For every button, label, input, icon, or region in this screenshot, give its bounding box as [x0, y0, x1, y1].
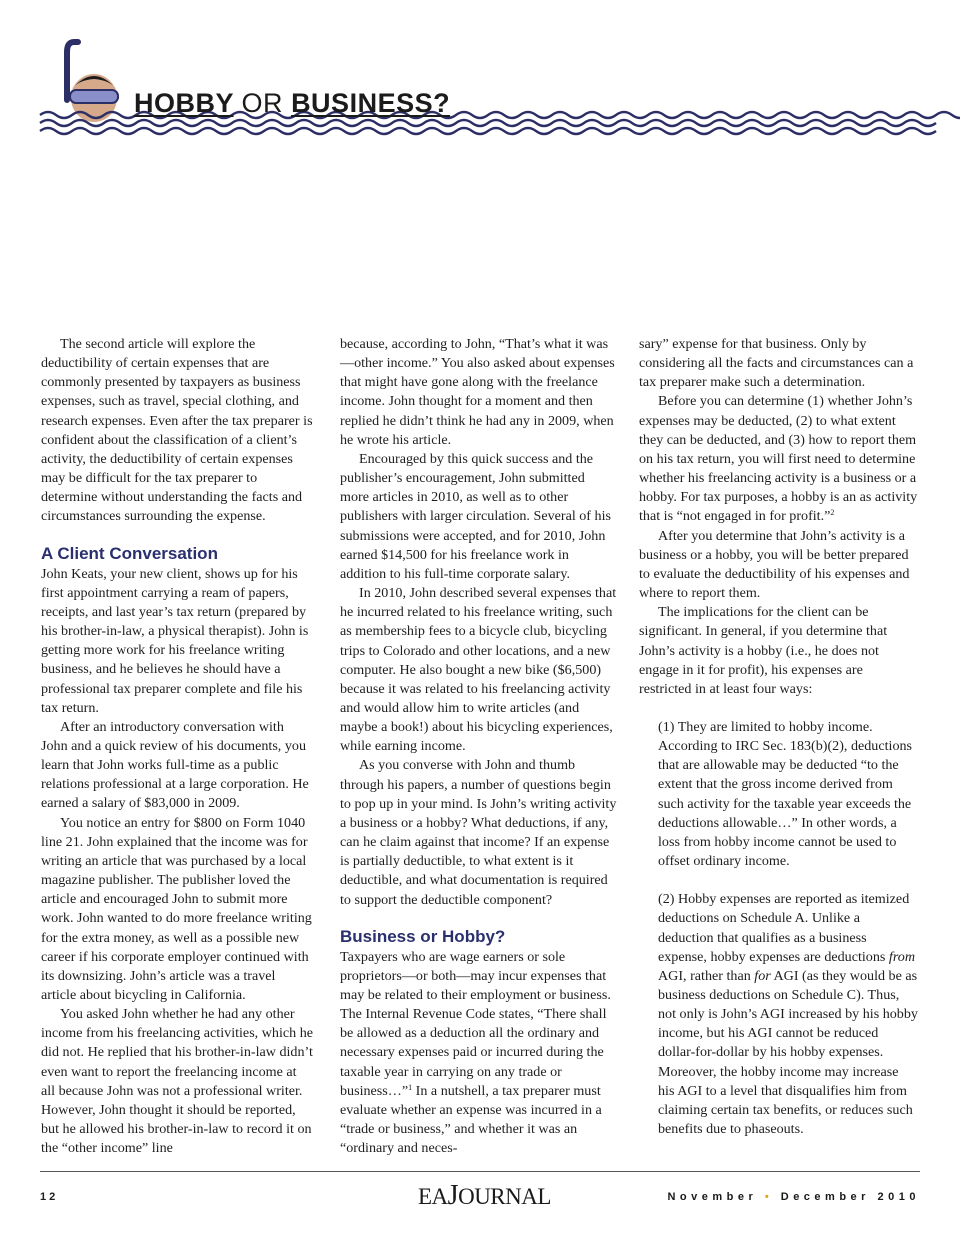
footnote-ref-1[interactable]: 1	[408, 1082, 413, 1092]
column-2	[340, 335, 617, 1158]
paragraph: John Keats, your new client, shows up for his first appointment carrying a ream of papers, receipts, and last year’s tax return (prepared by his brother-in-law, a physical therapist). John is getting more work for his freelance writing business, and he believes he should have a professional tax preparer complete and file his tax return.	[41, 565, 309, 716]
list-item: (1) They are limited to hobby income. According to IRC Sec. 183(b)(2), deductions that are allowable may be deducted “to the extent that the gross income derived from such activity for the taxable year exceeds the deductions allowable…” In other words, a loss from hobby income cannot be used to offset ordinary income.	[658, 718, 913, 870]
wave-line-bottom	[40, 128, 936, 134]
header-banner	[0, 0, 960, 150]
section-heading-business-or-hobby: Business or Hobby?	[340, 926, 506, 946]
title-business: BUSINESS?	[291, 88, 451, 118]
page-number: 12	[40, 1191, 59, 1203]
paragraph: In 2010, John described several expenses that he incurred related to his freelance writing, such as membership fees to a bicycle club, bicycling trips to Colorado and other locations, and a new computer. He also bought a new bike ($6,500) because it was related to his freelancing activity and would allow him to write articles (and maybe a book!) about his bicycling experiences, while earning income.	[340, 585, 617, 755]
section-heading-client-conversation: A Client Conversation	[41, 543, 218, 563]
footer-divider	[40, 1171, 920, 1172]
wave-line-mid	[40, 120, 936, 126]
column-3	[639, 335, 918, 1139]
paragraph: The second article will explore the deductibility of certain expenses that are commonly presented by taxpayers as business expenses, such as travel, special clothing, and research expenses. Even after the tax preparer is confident about the classification of a client’s activity, the deductibility of certain expenses may be difficult for the tax preparer to determine without understanding the facts and circumstances surrounding the expense.	[41, 336, 313, 525]
paragraph: As you converse with John and thumb through his papers, a number of questions begin to pop up in your mind. Is John’s writing activity a business or a hobby? What deductions, if any, can he claim against that income? If an expense is partially deductible, to what extent is it deductible, and what documentation is required to support the deductible component?	[340, 757, 617, 908]
footnote-ref-2[interactable]: 2	[830, 508, 835, 518]
page-title	[134, 88, 450, 119]
paragraph: You notice an entry for $800 on Form 1040 line 21. John explained that the income was for writing an article that was purchased by a local magazine publisher. The publisher loved the article and encouraged John to submit more work. John wanted to do more freelance writing for the extra money, as well as a possible new career if his corporate employer continued with its downsizing. John’s article was a travel article about bicycling in California.	[41, 814, 312, 1003]
title-hobby: HOBBY	[134, 88, 234, 118]
column-1	[41, 335, 314, 1158]
goggles-icon	[70, 90, 118, 103]
list-item: (2) Hobby expenses are reported as itemized deductions on Schedule A. Unlike a deduction that qualifies as a business expense, hobby expenses are deductions from AGI, rather than for AGI (as they would be as business deductions on Schedule C). Thus, not only is John’s AGI increased by his hobby income, but his AGI cannot be reduced dollar-for-dollar by his hobby expenses. Moreover, the hobby income may increase his AGI to a level that disqualifies him from claiming certain tax benefits, or reduces such benefits due to phaseouts.	[658, 891, 918, 1138]
paragraph: Taxpayers who are wage earners or sole proprietors—or both—may incur expenses that may be related to their employment or business. The Internal Revenue Code states, “There shall be allowed as a deduction all the ordinary and necessary expenses paid or incurred during the taxable year in carrying on any trade or business…”$^1$ In a nutshell, a tax preparer must evaluate whether an expense was incurred in a “trade or business,” and whether it was an “ordinary and neces-	[340, 948, 611, 1157]
header-art	[0, 0, 960, 150]
paragraph: The implications for the client can be significant. In general, if you determine that John’s activity is a hobby (i.e., he does not engage in it for profit), his expenses are restricted in at least four ways:	[639, 604, 888, 697]
paragraph: because, according to John, “That’s what it was—other income.” You also asked about expenses that might have gone along with the freelance income. John thought for a moment and then replied he didn’t think he had any in 2009, when he wrote his article.	[340, 336, 615, 448]
paragraph: sary” expense for that business. Only by considering all the facts and circumstances can a tax preparer make such a determination.	[639, 336, 914, 391]
issue-date: November • December 2010	[667, 1191, 920, 1203]
journal-logo: EAJOURNAL	[418, 1180, 551, 1211]
paragraph: After you determine that John’s activity is a business or a hobby, you will be better prepared to evaluate the deductibility of his expenses and where to report them.	[639, 527, 910, 602]
title-or: OR	[241, 88, 284, 118]
paragraph: Encouraged by this quick success and the publisher’s encouragement, John submitted more articles in 2010, as well as to other publishers with larger circulation. Several of his submissions were accepted, and for 2010, John earned $14,500 for his freelance work in addition to his full-time corporate salary.	[340, 450, 611, 582]
paragraph: Before you can determine (1) whether John’s expenses may be deducted, (2) to what extent they can be deducted, and (3) how to report them on his tax return, you will first need to determine whether his freelancing activity is a business or a hobby. For tax purposes, a hobby is an as activity that is “not engaged in for profit.”$^2$	[639, 393, 918, 525]
paragraph: You asked John whether he had any other income from his freelancing activities, which he did not. He replied that his brother-in-law didn’t even want to report the freelancing income at all because John was not a professional writer. However, John thought it should be reported, but he allowed his brother-in-law to record it on the “other income” line	[41, 1006, 313, 1157]
bullet-separator: •	[764, 1191, 774, 1203]
paragraph: After an introductory conversation with John and a quick review of his documents, you learn that John works full-time as a public relations professional at a large corporation. He earned a salary of $83,000 in 2009.	[41, 718, 309, 812]
